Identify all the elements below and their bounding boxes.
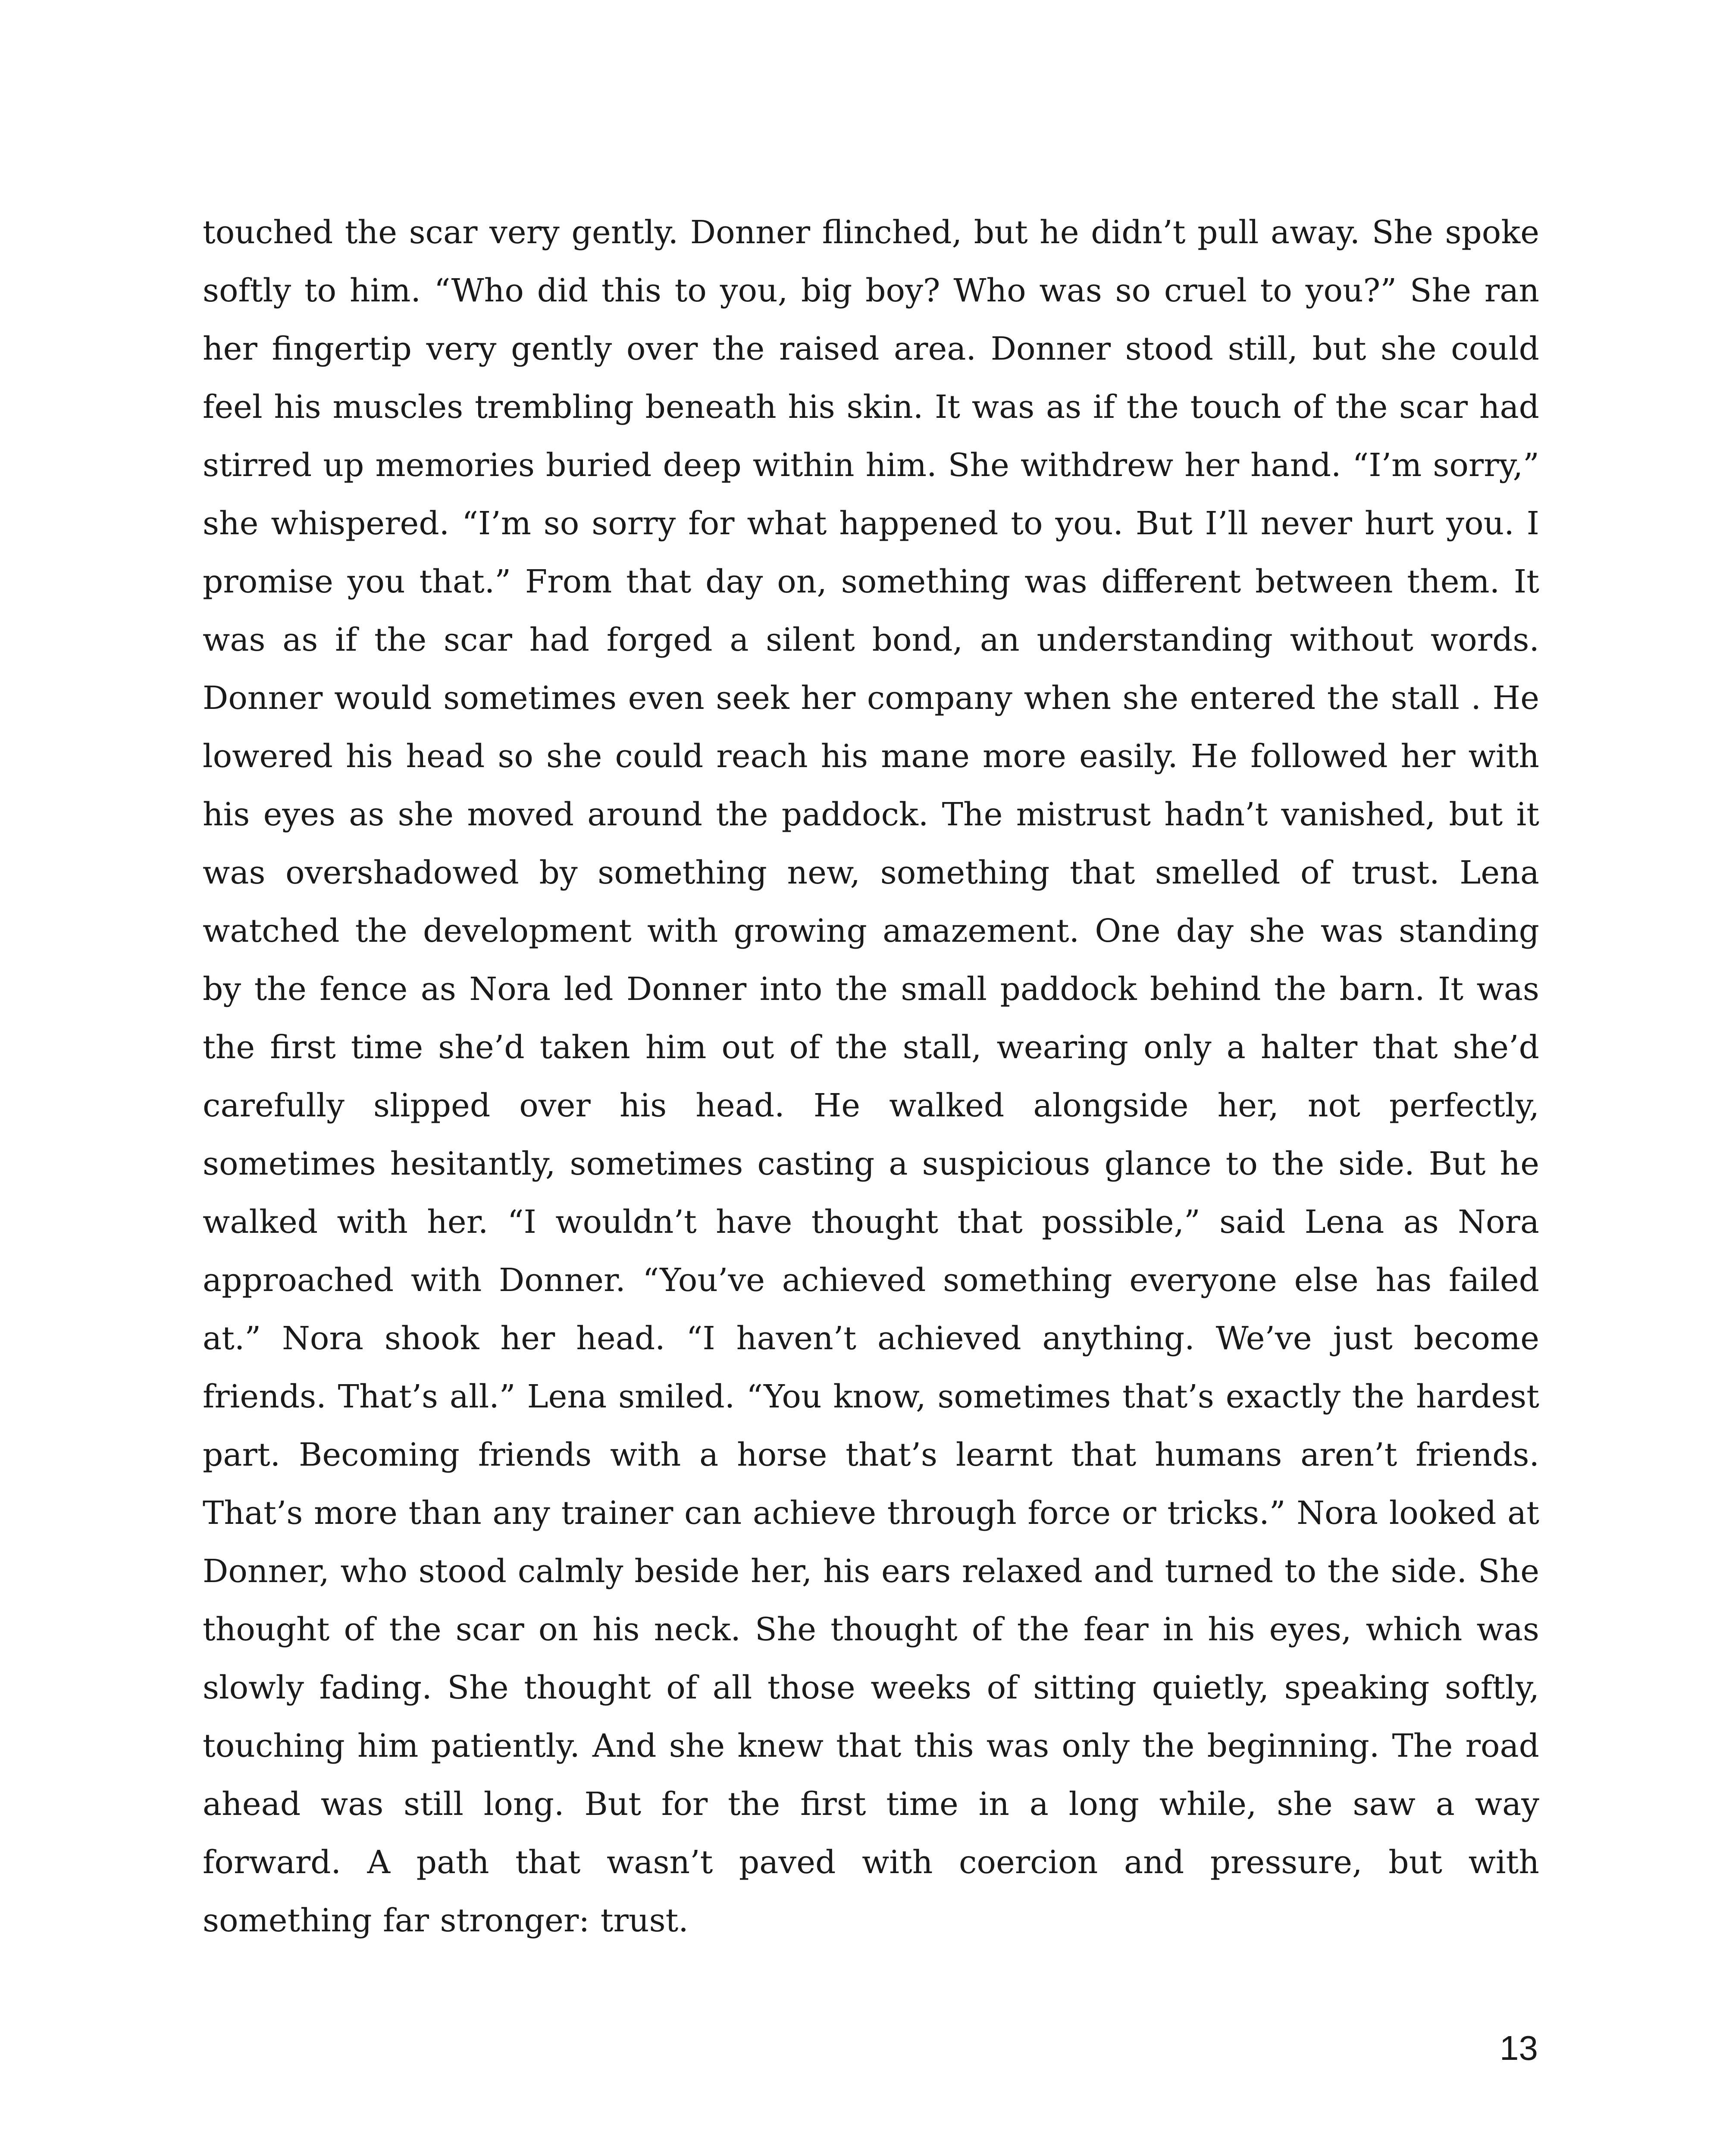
body-paragraph: touched the scar very gently. Donner flinched, but he didn’t pull away. She spoke softly to him. “Who did this to you, big boy? Who was so cruel to you?” She ran her fingertip very gently over the raised area. Donner stood still, but she could feel his muscles trembling beneath his skin. It was as if the touch of the scar had stirred up memories buried deep within him. She withdrew her hand. “I’m sorry,” she whispered. “I’m so sorry for what happened to you. But I’ll never hurt you. I promise you that.” From that day on, something was different between them. It was as if the scar had forged a silent bond, an understanding without words. Donner would sometimes even seek her company when she entered the stall . He lowered his head so she could reach his mane more easily. He followed her with his eyes as she moved around the paddock. The mistrust hadn’t vanished, but it was overshadowed by something new, something that smelled of trust. Lena watched the development with growing amazement. One day she was standing by the fence as Nora led Donner into the small paddock behind the barn. It was the first time she’d taken him out of the stall, wearing only a halter that she’d carefully slipped over his head. He walked alongside her, not perfectly, sometimes hesitantly, sometimes casting a suspicious glance to the side. But he walked with her. “I wouldn’t have thought that possible,” said Lena as Nora approached with Donner. “You’ve achieved something everyone else has failed at.” Nora shook her head. “I haven’t achieved anything. We’ve just become friends. That’s all.” Lena smiled. “You know, sometimes that’s exactly the hardest part. Becoming friends with a horse that’s learnt that humans aren’t friends. That’s more than any trainer can achieve through force or tricks.” Nora looked at Donner, who stood calmly beside her, his ears relaxed and turned to the side. She thought of the scar on his neck. She thought of the fear in his eyes, which was slowly fading. She thought of all those weeks of sitting quietly, speaking softly, touching him patiently. And she knew that this was only the beginning. The road ahead was still long. But for the first time in a long while, she saw a way forward. A path that wasn’t paved with coercion and pressure, but with something far stronger: trust. (203, 214, 1539, 1939)
page-number: 13 (1500, 2029, 1538, 2067)
